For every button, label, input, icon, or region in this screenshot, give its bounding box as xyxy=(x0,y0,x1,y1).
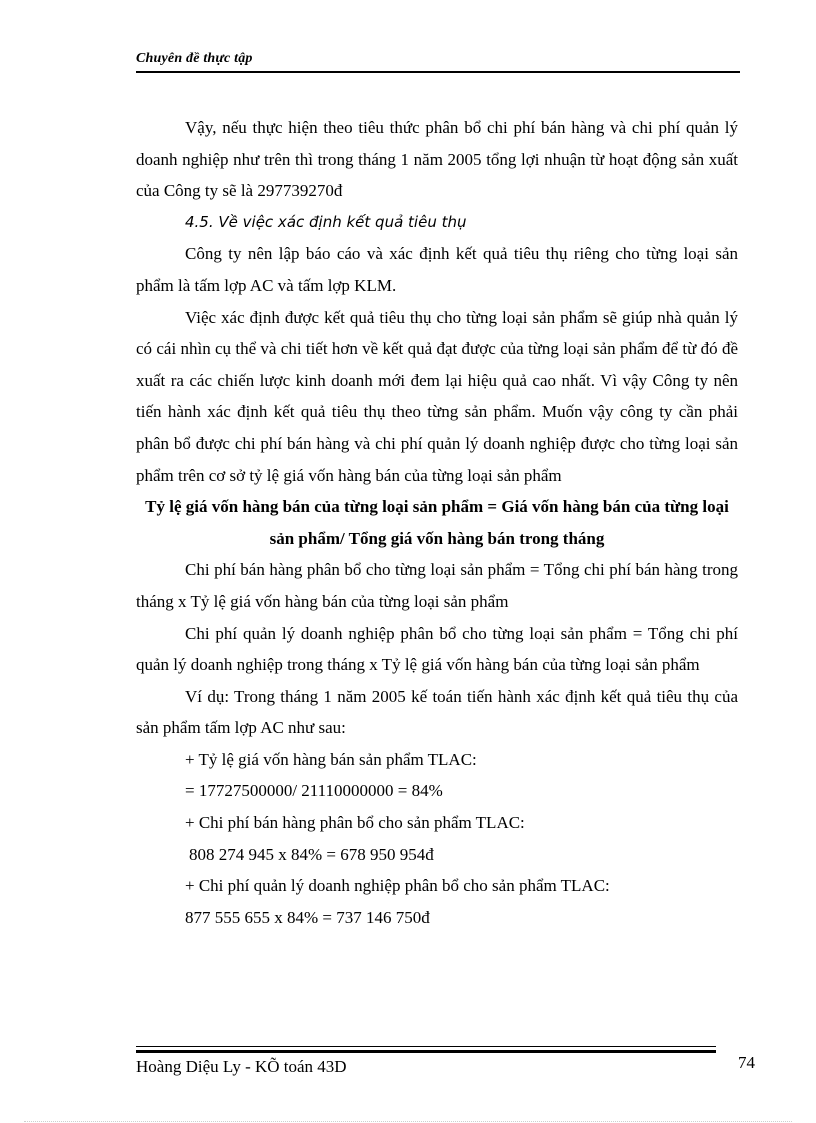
calc-admin-value: 877 555 655 x 84% = 737 146 750đ xyxy=(185,907,430,927)
paragraph-profit-summary: Vậy, nếu thực hiện theo tiêu thức phân bổ chi phí bán hàng và chi phí quản lý doanh nghiệp như trên thì trong tháng 1 năm 2005 tổng lợi nhuận từ hoạt động sản xuất của Công ty sẽ là 297739270đ xyxy=(136,118,738,201)
paragraph-selling-cost-allocation: Chi phí bán hàng phân bổ cho từng loại sản phẩm = Tổng chi phí bán hàng trong tháng x Tỷ lệ giá vốn hàng bán của từng loại sản phẩm xyxy=(136,560,738,611)
page-body xyxy=(136,112,738,933)
footer-divider-thick xyxy=(136,1050,716,1053)
paragraph-admin-cost-allocation: Chi phí quản lý doanh nghiệp phân bổ cho từng loại sản phẩm = Tổng chi phí quản lý doanh nghiệp trong tháng x Tỷ lệ giá vốn hàng bán của từng loại sản phẩm xyxy=(136,623,738,675)
paragraph-example: Ví dụ: Trong tháng 1 năm 2005 kế toán tiến hành xác định kết quả tiêu thụ của sản phẩm tấm lợp AC như sau: xyxy=(136,686,738,738)
footer-author: Hoàng Diệu Ly - KÕ toán 43D xyxy=(136,1057,347,1076)
calc-ratio-label: + Tỷ lệ giá vốn hàng bán sản phẩm TLAC: xyxy=(185,749,477,769)
page-header xyxy=(136,51,740,73)
calc-ratio-value: = 17727500000/ 21110000000 = 84% xyxy=(185,781,443,801)
footer-divider-thin xyxy=(136,1046,716,1047)
paragraph-report-recommendation: Công ty nên lập báo cáo và xác định kết quả tiêu thụ riêng cho từng loại sản phẩm là tấm lợp AC và tấm lợp KLM. xyxy=(136,244,738,295)
calc-selling-label: + Chi phí bán hàng phân bổ cho sản phẩm TLAC: xyxy=(185,813,525,833)
page-number: 74 xyxy=(738,1053,755,1072)
paragraph-product-analysis: Việc xác định được kết quả tiêu thụ cho từng loại sản phẩm sẽ giúp nhà quản lý có cái nhìn cụ thể và chi tiết hơn về kết quả đạt được của từng loại sản phẩm để từ đó đề xuất ra các chiến lược kinh doanh mới đem lại hiệu quả cao nhất. Vì vậy Công ty nên tiến hành xác định kết quả tiêu thụ theo từng sản phẩm. Muốn vậy công ty cần phải phân bổ được chi phí bán hàng và chi phí quản lý doanh nghiệp được cho từng loại sản phẩm trên cơ sở tỷ lệ giá vốn hàng bán của từng loại sản phẩm xyxy=(136,307,738,485)
calc-selling-value: 808 274 945 x 84% = 678 950 954đ xyxy=(189,844,434,864)
calc-admin-label: + Chi phí quản lý doanh nghiệp phân bổ cho sản phẩm TLAC: xyxy=(185,876,610,896)
formula-cost-ratio: Tỷ lệ giá vốn hàng bán của từng loại sản phẩm = Giá vốn hàng bán của từng loại sản phẩm/ Tổng giá vốn hàng bán trong tháng xyxy=(145,497,729,548)
section-heading: 4.5. Về việc xác định kết quả tiêu thụ xyxy=(185,212,467,231)
page-edge-divider xyxy=(24,1121,792,1122)
header-title: Chuyên đề thực tập xyxy=(136,51,253,66)
